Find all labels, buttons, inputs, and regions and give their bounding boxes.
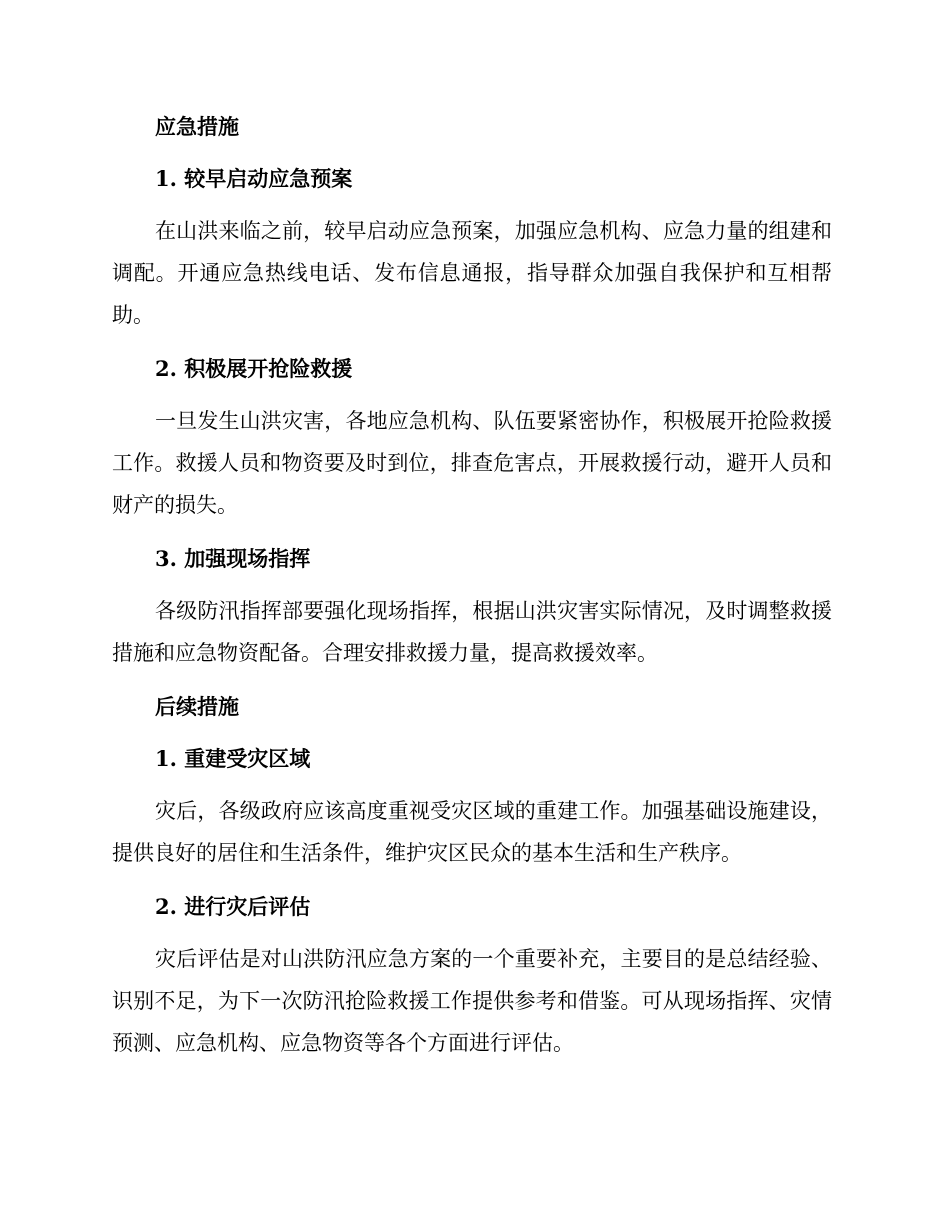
paragraph-rebuild-area: 灾后，各级政府应该高度重视受灾区域的重建工作。加强基础设施建设，提供良好的居住和生活条件，维护灾区民众的基本生活和生产秩序。 <box>112 799 832 865</box>
paragraph-active-rescue: 一旦发生山洪灾害，各地应急机构、队伍要紧密协作，积极展开抢险救援工作。救援人员和物资要及时到位，排查危害点，开展救援行动，避开人员和财产的损失。 <box>112 409 832 517</box>
document-page <box>112 106 832 1076</box>
subheading-rebuild-area: 1. 重建受灾区域 <box>155 746 311 771</box>
subheading-post-disaster-assessment: 2. 进行灾后评估 <box>155 894 311 919</box>
paragraph-onsite-command: 各级防汛指挥部要强化现场指挥，根据山洪灾害实际情况，及时调整救援措施和应急物资配备。合理安排救援力量，提高救援效率。 <box>112 599 832 665</box>
section-heading-follow-up-measures: 后续措施 <box>155 694 239 719</box>
subheading-onsite-command: 3. 加强现场指挥 <box>155 546 311 571</box>
subheading-start-plan-early: 1. 较早启动应急预案 <box>155 166 353 191</box>
subheading-active-rescue: 2. 积极展开抢险救援 <box>155 356 353 381</box>
section-heading-emergency-measures: 应急措施 <box>155 114 239 139</box>
paragraph-post-disaster-assessment: 灾后评估是对山洪防汛应急方案的一个重要补充，主要目的是总结经验、识别不足，为下一次防汛抢险救援工作提供参考和借鉴。可从现场指挥、灾情预测、应急机构、应急物资等各个方面进行评估。 <box>112 947 832 1055</box>
paragraph-start-plan-early: 在山洪来临之前，较早启动应急预案，加强应急机构、应急力量的组建和调配。开通应急热线电话、发布信息通报，指导群众加强自我保护和互相帮助。 <box>112 219 832 327</box>
